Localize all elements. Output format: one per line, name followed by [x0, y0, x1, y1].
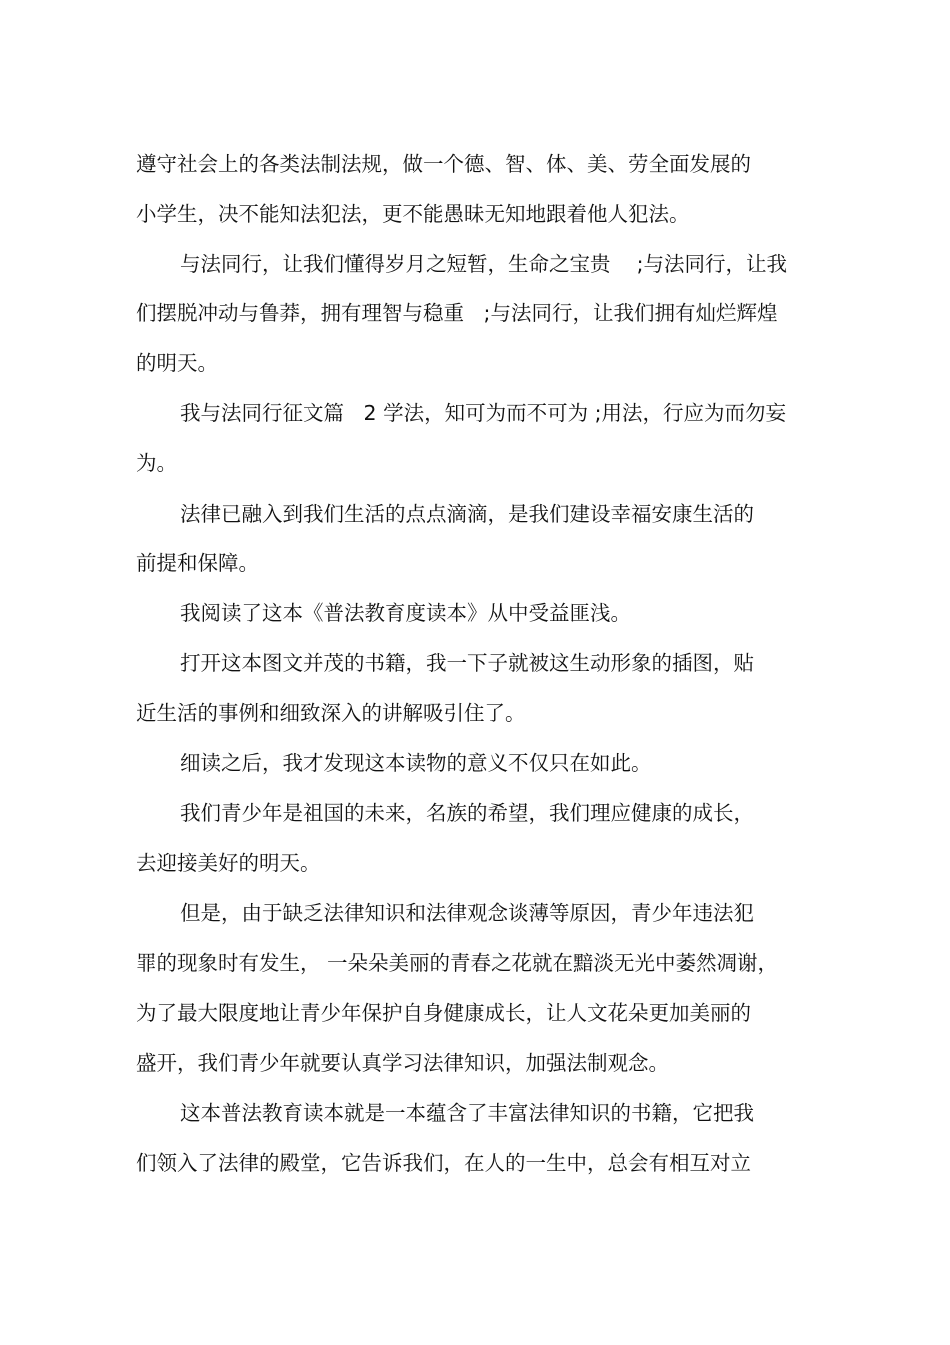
text-line-10: 我阅读了这本《普法教育度读本》从中受益匪浅。 — [180, 601, 631, 625]
text-line-5: 的明天。 — [136, 351, 218, 375]
text-line-4: 们摆脱冲动与鲁莽，拥有理智与稳重 ;与法同行，让我们拥有灿烂辉煌 — [136, 301, 778, 325]
text-line-9: 前提和保障。 — [136, 551, 259, 575]
text-line-20: 这本普法教育读本就是一本蕴含了丰富法律知识的书籍，它把我 — [180, 1101, 754, 1125]
text-line-14: 我们青少年是祖国的未来，名族的希望，我们理应健康的成长， — [180, 801, 754, 825]
text-line-1: 遵守社会上的各类法制法规，做一个德、智、体、美、劳全面发展的 — [136, 152, 751, 176]
text-line-3: 与法同行，让我们懂得岁月之短暂，生命之宝贵 ;与法同行，让我 — [180, 252, 787, 276]
text-line-21: 们领入了法律的殿堂，它告诉我们，在人的一生中，总会有相互对立 — [136, 1151, 751, 1175]
text-line-15: 去迎接美好的明天。 — [136, 851, 321, 875]
text-line-7: 为。 — [136, 451, 177, 475]
text-line-12: 近生活的事例和细致深入的讲解吸引住了。 — [136, 701, 526, 725]
text-line-16: 但是，由于缺乏法律知识和法律观念谈薄等原因，青少年违法犯 — [180, 901, 754, 925]
text-line-11: 打开这本图文并茂的书籍，我一下子就被这生动形象的插图，贴 — [180, 651, 754, 675]
text-line-6: 我与法同行征文篇 2 学法，知可为而不可为 ;用法，行应为而勿妄 — [180, 401, 787, 425]
text-line-17: 罪的现象时有发生， 一朵朵美丽的青春之花就在黯淡无光中萎然凋谢， — [136, 951, 779, 975]
text-line-2: 小学生，决不能知法犯法，更不能愚昧无知地跟着他人犯法。 — [136, 202, 690, 226]
text-line-8: 法律已融入到我们生活的点点滴滴，是我们建设幸福安康生活的 — [180, 502, 754, 526]
text-line-13: 细读之后，我才发现这本读物的意义不仅只在如此。 — [180, 751, 652, 775]
text-line-19: 盛开，我们青少年就要认真学习法律知识，加强法制观念。 — [136, 1051, 669, 1075]
text-line-18: 为了最大限度地让青少年保护自身健康成长，让人文花朵更加美丽的 — [136, 1001, 751, 1025]
